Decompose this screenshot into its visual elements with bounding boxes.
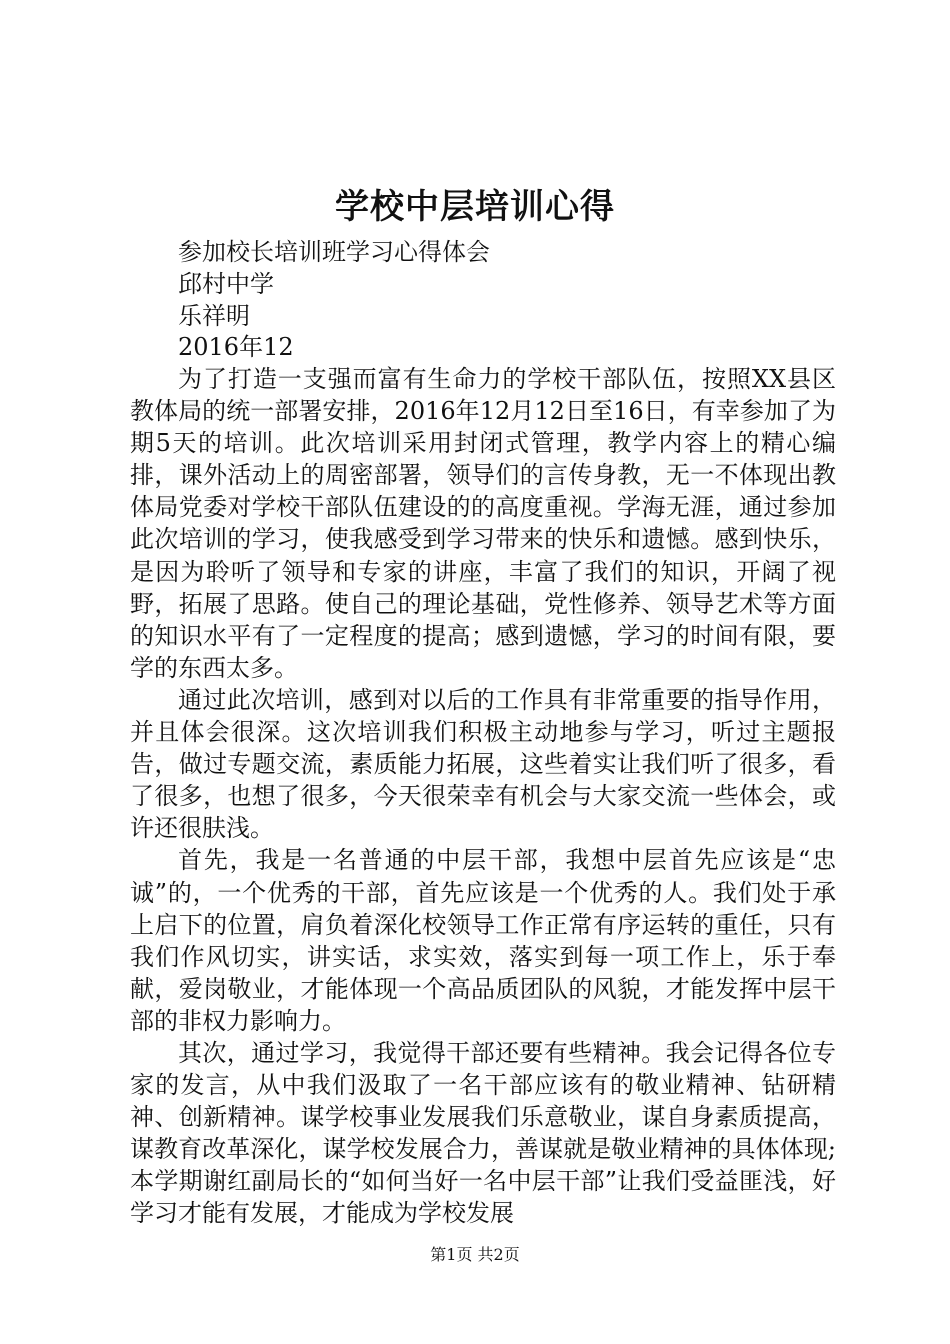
document-title: 学校中层培训心得 [335, 187, 615, 227]
school-name: 邱村中学 [178, 270, 274, 298]
document-subtitle: 参加校长培训班学习心得体会 [178, 238, 490, 266]
author-name: 乐祥明 [178, 302, 250, 330]
body-paragraph: 为了打造一支强而富有生命力的学校干部队伍，按照XX县区教体局的统一部署安排，2016年12月12日至16日，有幸参加了为期5天的培训。此次培训采用封闭式管理，教学内容上的精心编排，课外活动上的周密部署，领导们的言传身教，无一不体现出教体局党委对学校干部队伍建设的的高度重视。学海无涯，通过参加此次培训的学习，使我感受到学习带来的快乐和遗憾。感到快乐，是因为聆听了领导和专家的讲座，丰富了我们的知识，开阔了视野，拓展了思路。使自己的理论基础，党性修养、领导艺术等方面的知识水平有了一定程度的提高；感到遗憾，学习的时间有限，要学的东西太多。 [130, 365, 836, 682]
page-footer: 第1页 共2页 [430, 1245, 520, 1264]
body-paragraph: 通过此次培训，感到对以后的工作具有非常重要的指导作用，并且体会很深。这次培训我们积极主动地参与学习，听过主题报告，做过专题交流，素质能力拓展，这些着实让我们听了很多，看了很多，也想了很多，今天很荣幸有机会与大家交流一些体会，或许还很肤浅。 [130, 685, 836, 843]
document-body [130, 363, 836, 1230]
body-paragraph: 首先，我是一名普通的中层干部，我想中层首先应该是“忠诚”的，一个优秀的干部，首先应该是一个优秀的人。我们处于承上启下的位置，肩负着深化校领导工作正常有序运转的重任，只有我们作风切实，讲实话，求实效，落实到每一项工作上，乐于奉献，爱岗敬业，才能体现一个高品质团队的风貌，才能发挥中层干部的非权力影响力。 [130, 846, 836, 1035]
body-paragraph: 其次，通过学习，我觉得干部还要有些精神。我会记得各位专家的发言，从中我们汲取了一名干部应该有的敬业精神、钻研精神、创新精神。谋学校事业发展我们乐意敬业，谋自身素质提高，谋教育改革深化，谋学校发展合力，善谋就是敬业精神的具体体现;本学期谢红副局长的“如何当好一名中层干部”让我们受益匪浅，好学习才能有发展，才能成为学校发展 [130, 1038, 836, 1228]
document-date: 2016年12 [178, 333, 294, 361]
